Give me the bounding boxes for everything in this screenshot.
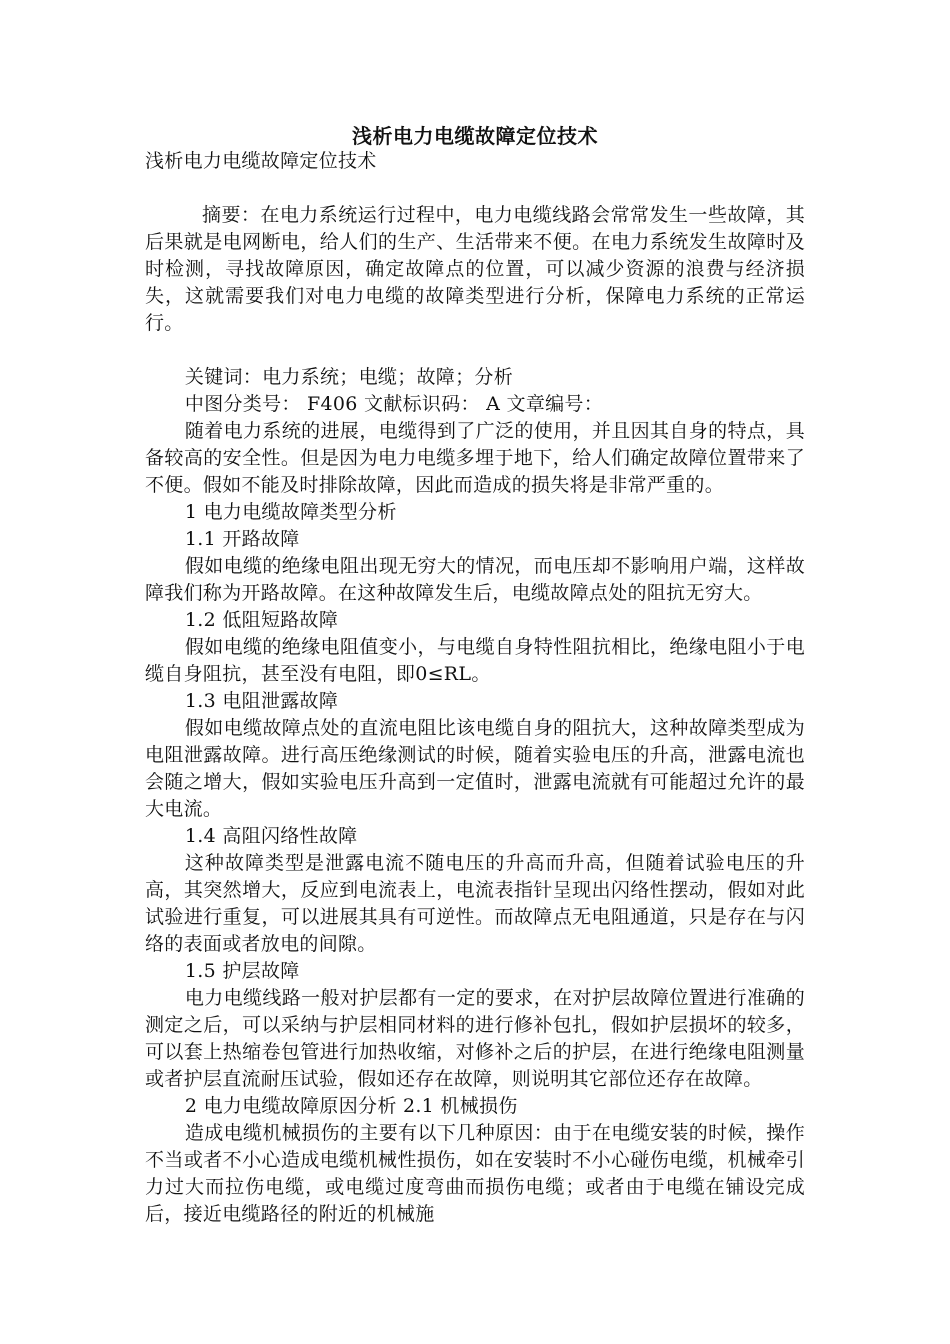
section-1-2-heading: 1.2 低阻短路故障: [184, 609, 339, 631]
section-1-4-text: 这种故障类型是泄露电流不随电压的升高而升高，但随着试验电压的升高，其突然增大，反应到电流表上，电流表指针呈现出闪络性摆动，假如对此试验进行重复，可以进展其具有可逆性。而故障点无电阻通道，只是存在与闪络的表面或者放电的间隙。: [145, 852, 805, 955]
section-1-5-heading: 1.5 护层故障: [184, 960, 300, 982]
document-subtitle: 浅析电力电缆故障定位技术: [145, 150, 377, 172]
section-1-3-heading: 1.3 电阻泄露故障: [184, 690, 339, 712]
keywords-line: 关键词：电力系统；电缆；故障；分析: [184, 366, 513, 388]
section-1-heading: 1 电力电缆故障类型分析: [184, 501, 397, 523]
section-1-1-text: 假如电缆的绝缘电阻出现无穷大的情况，而电压却不影响用户端，这样故障我们称为开路故障。在这种故障发生后，电缆故障点处的阻抗无穷大。: [145, 555, 805, 604]
intro-paragraph: 随着电力系统的进展，电缆得到了广泛的使用，并且因其自身的特点，具备较高的安全性。但是因为电力电缆多埋于地下，给人们确定故障位置带来了不便。假如不能及时排除故障，因此而造成的损失将是非常严重的。: [145, 420, 805, 496]
document-title: 浅析电力电缆故障定位技术: [352, 124, 598, 148]
abstract-paragraph: 摘要：在电力系统运行过程中，电力电缆线路会常常发生一些故障，其后果就是电网断电，给人们的生产、生活带来不便。在电力系统发生故障时及时检测，寻找故障原因，确定故障点的位置，可以减少资源的浪费与经济损失，这就需要我们对电力电缆的故障类型进行分析，保障电力系统的正常运行。: [145, 204, 805, 334]
section-1-5-text: 电力电缆线路一般对护层都有一定的要求，在对护层故障位置进行准确的测定之后，可以采纳与护层相同材料的进行修补包扎，假如护层损坏的较多，可以套上热缩卷包管进行加热收缩，对修补之后的护层，在进行绝缘电阻测量或者护层直流耐压试验，假如还存在故障，则说明其它部位还存在故障。: [145, 987, 805, 1090]
document-body: [145, 148, 805, 1228]
section-1-2-text: 假如电缆的绝缘电阻值变小，与电缆自身特性阻抗相比，绝缘电阻小于电缆自身阻抗，甚至没有电阻，即0≤RL。: [145, 636, 805, 685]
section-2-1-text: 造成电缆机械损伤的主要有以下几种原因：由于在电缆安装的时候，操作不当或者不小心造成电缆机械性损伤，如在安装时不小心碰伤电缆，机械牵引力过大而拉伤电缆，或电缆过度弯曲而损伤电缆；或者由于电缆在铺设完成后，接近电缆路径的附近的机械施: [145, 1122, 805, 1225]
section-2-heading: 2 电力电缆故障原因分析 2.1 机械损伤: [184, 1095, 518, 1117]
classification-line: 中图分类号： F406 文献标识码： A 文章编号：: [184, 393, 604, 415]
section-1-1-heading: 1.1 开路故障: [184, 528, 300, 550]
section-1-3-text: 假如电缆故障点处的直流电阻比该电缆自身的阻抗大，这种故障类型成为电阻泄露故障。进行高压绝缘测试的时候，随着实验电压的升高，泄露电流也会随之增大，假如实验电压升高到一定值时，泄露电流就有可能超过允许的最大电流。: [145, 717, 805, 820]
section-1-4-heading: 1.4 高阻闪络性故障: [184, 825, 358, 847]
